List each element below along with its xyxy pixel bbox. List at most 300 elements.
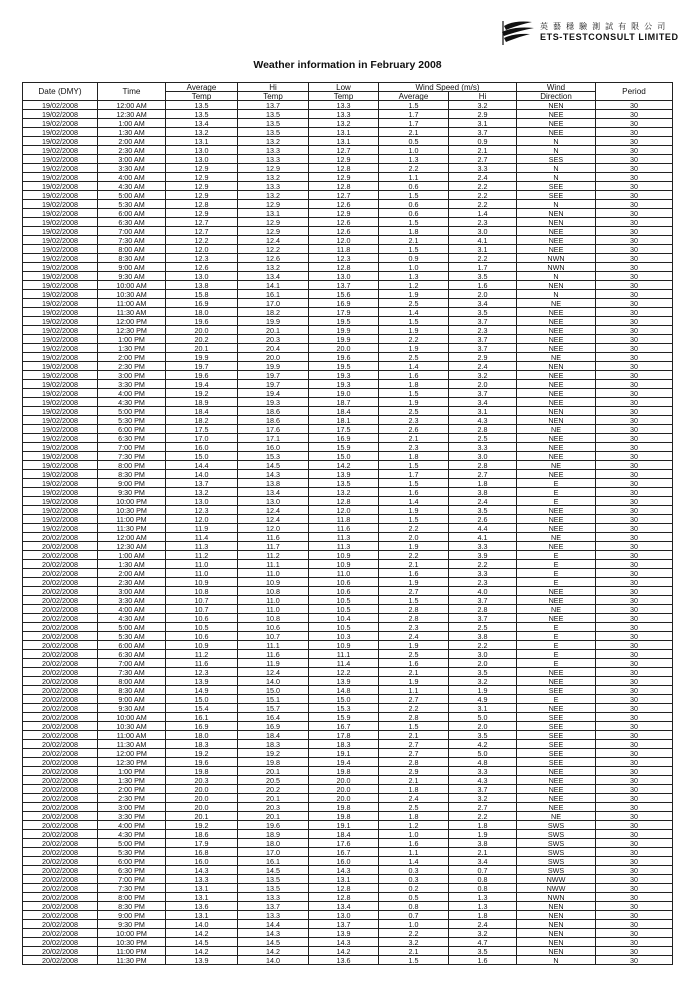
- weather-table: [22, 82, 673, 965]
- period-cell: 30: [596, 758, 673, 767]
- wind-average-cell: 1.9: [379, 326, 449, 335]
- average-temp-cell: 16.9: [166, 722, 238, 731]
- hi-temp-cell: 14.5: [238, 461, 309, 470]
- wind-average-cell: 1.3: [379, 155, 449, 164]
- time-cell: 6:30 AM: [98, 650, 166, 659]
- average-temp-cell: 16.0: [166, 443, 238, 452]
- time-cell: 9:30 AM: [98, 704, 166, 713]
- date-cell: 19/02/2008: [23, 335, 98, 344]
- wind-hi-cell: 1.3: [449, 893, 517, 902]
- date-cell: 20/02/2008: [23, 542, 98, 551]
- average-temp-cell: 13.4: [166, 119, 238, 128]
- hi-temp-cell: 14.0: [238, 956, 309, 965]
- low-temp-cell: 19.3: [309, 380, 379, 389]
- wind-average-cell: 1.0: [379, 146, 449, 155]
- wind-hi-cell: 1.9: [449, 830, 517, 839]
- period-cell: 30: [596, 785, 673, 794]
- low-temp-cell: 10.5: [309, 623, 379, 632]
- date-cell: 19/02/2008: [23, 182, 98, 191]
- date-cell: 19/02/2008: [23, 443, 98, 452]
- table-row: [23, 497, 673, 506]
- time-cell: 1:00 PM: [98, 335, 166, 344]
- wind-hi-cell: 2.9: [449, 110, 517, 119]
- wind-hi-cell: 2.0: [449, 722, 517, 731]
- hi-temp-cell: 18.4: [238, 731, 309, 740]
- date-cell: 20/02/2008: [23, 740, 98, 749]
- average-temp-cell: 15.0: [166, 695, 238, 704]
- average-temp-cell: 19.6: [166, 758, 238, 767]
- table-row: [23, 101, 673, 110]
- date-cell: 19/02/2008: [23, 344, 98, 353]
- table-row: [23, 416, 673, 425]
- low-temp-cell: 19.1: [309, 821, 379, 830]
- average-temp-cell: 19.2: [166, 821, 238, 830]
- average-temp-cell: 14.9: [166, 686, 238, 695]
- low-temp-cell: 11.3: [309, 542, 379, 551]
- low-temp-cell: 16.0: [309, 857, 379, 866]
- low-temp-cell: 13.6: [309, 956, 379, 965]
- wind-direction-cell: NEE: [517, 470, 596, 479]
- company-name-english: ETS-TESTCONSULT LIMITED: [540, 32, 679, 42]
- date-cell: 19/02/2008: [23, 164, 98, 173]
- date-cell: 20/02/2008: [23, 839, 98, 848]
- hi-temp-cell: 10.9: [238, 578, 309, 587]
- date-cell: 20/02/2008: [23, 947, 98, 956]
- time-cell: 5:00 PM: [98, 407, 166, 416]
- table-row: [23, 191, 673, 200]
- low-temp-cell: 20.0: [309, 785, 379, 794]
- low-temp-cell: 18.7: [309, 398, 379, 407]
- table-row: [23, 920, 673, 929]
- wind-direction-cell: NEN: [517, 281, 596, 290]
- date-cell: 19/02/2008: [23, 425, 98, 434]
- hi-temp-cell: 12.4: [238, 236, 309, 245]
- time-cell: 9:30 PM: [98, 488, 166, 497]
- low-temp-cell: 16.7: [309, 848, 379, 857]
- wind-average-cell: 1.9: [379, 290, 449, 299]
- table-row: [23, 956, 673, 965]
- hi-temp-cell: 15.7: [238, 704, 309, 713]
- date-cell: 19/02/2008: [23, 461, 98, 470]
- wind-direction-cell: NEE: [517, 308, 596, 317]
- wind-hi-cell: 1.8: [449, 479, 517, 488]
- low-temp-cell: 12.8: [309, 893, 379, 902]
- hi-temp-cell: 13.7: [238, 902, 309, 911]
- table-row: [23, 560, 673, 569]
- wind-average-cell: 1.7: [379, 110, 449, 119]
- table-row: [23, 326, 673, 335]
- wind-direction-cell: NEE: [517, 398, 596, 407]
- date-cell: 19/02/2008: [23, 497, 98, 506]
- wind-average-cell: 0.6: [379, 209, 449, 218]
- table-row: [23, 371, 673, 380]
- hi-temp-cell: 15.1: [238, 695, 309, 704]
- period-cell: 30: [596, 857, 673, 866]
- average-temp-cell: 13.8: [166, 281, 238, 290]
- wind-direction-cell: NE: [517, 299, 596, 308]
- header-date: Date (DMY): [23, 83, 98, 101]
- table-row: [23, 335, 673, 344]
- time-cell: 6:30 PM: [98, 866, 166, 875]
- wind-hi-cell: 3.3: [449, 767, 517, 776]
- wind-direction-cell: N: [517, 956, 596, 965]
- time-cell: 6:30 PM: [98, 434, 166, 443]
- date-cell: 19/02/2008: [23, 407, 98, 416]
- table-row: [23, 614, 673, 623]
- wind-average-cell: 2.5: [379, 299, 449, 308]
- table-row: [23, 749, 673, 758]
- date-cell: 20/02/2008: [23, 875, 98, 884]
- low-temp-cell: 19.9: [309, 335, 379, 344]
- wind-average-cell: 2.1: [379, 236, 449, 245]
- low-temp-cell: 12.6: [309, 200, 379, 209]
- hi-temp-cell: 19.2: [238, 749, 309, 758]
- wind-direction-cell: E: [517, 497, 596, 506]
- low-temp-cell: 12.9: [309, 209, 379, 218]
- wind-hi-cell: 3.4: [449, 299, 517, 308]
- wind-direction-cell: NWN: [517, 263, 596, 272]
- date-cell: 20/02/2008: [23, 632, 98, 641]
- wind-hi-cell: 2.0: [449, 380, 517, 389]
- low-temp-cell: 15.6: [309, 290, 379, 299]
- average-temp-cell: 10.9: [166, 641, 238, 650]
- low-temp-cell: 17.9: [309, 308, 379, 317]
- hi-temp-cell: 19.3: [238, 398, 309, 407]
- table-row: [23, 812, 673, 821]
- time-cell: 1:30 AM: [98, 560, 166, 569]
- average-temp-cell: 20.0: [166, 794, 238, 803]
- wind-direction-cell: SEE: [517, 722, 596, 731]
- wind-hi-cell: 3.7: [449, 389, 517, 398]
- wind-hi-cell: 3.2: [449, 101, 517, 110]
- average-temp-cell: 11.6: [166, 659, 238, 668]
- low-temp-cell: 19.8: [309, 812, 379, 821]
- time-cell: 5:00 AM: [98, 623, 166, 632]
- wind-average-cell: 1.6: [379, 371, 449, 380]
- wind-average-cell: 2.2: [379, 929, 449, 938]
- date-cell: 19/02/2008: [23, 515, 98, 524]
- table-row: [23, 884, 673, 893]
- average-temp-cell: 12.0: [166, 515, 238, 524]
- wind-average-cell: 2.1: [379, 776, 449, 785]
- wind-average-cell: 2.9: [379, 767, 449, 776]
- wind-average-cell: 1.9: [379, 578, 449, 587]
- date-cell: 19/02/2008: [23, 173, 98, 182]
- table-row: [23, 713, 673, 722]
- table-row: [23, 128, 673, 137]
- time-cell: 6:30 AM: [98, 218, 166, 227]
- wind-average-cell: 2.3: [379, 443, 449, 452]
- low-temp-cell: 12.8: [309, 164, 379, 173]
- wind-direction-cell: N: [517, 137, 596, 146]
- table-row: [23, 137, 673, 146]
- wind-direction-cell: NE: [517, 605, 596, 614]
- hi-temp-cell: 17.0: [238, 299, 309, 308]
- period-cell: 30: [596, 425, 673, 434]
- average-temp-cell: 20.1: [166, 344, 238, 353]
- wind-average-cell: 2.1: [379, 560, 449, 569]
- table-row: [23, 290, 673, 299]
- wind-direction-cell: N: [517, 164, 596, 173]
- wind-average-cell: 2.2: [379, 704, 449, 713]
- low-temp-cell: 19.9: [309, 326, 379, 335]
- time-cell: 7:30 AM: [98, 236, 166, 245]
- wind-average-cell: 1.5: [379, 245, 449, 254]
- wind-average-cell: 1.5: [379, 515, 449, 524]
- date-cell: 19/02/2008: [23, 479, 98, 488]
- low-temp-cell: 12.7: [309, 146, 379, 155]
- time-cell: 4:30 AM: [98, 182, 166, 191]
- period-cell: 30: [596, 587, 673, 596]
- hi-temp-cell: 20.1: [238, 812, 309, 821]
- table-row: [23, 173, 673, 182]
- wind-hi-cell: 1.7: [449, 263, 517, 272]
- average-temp-cell: 13.9: [166, 956, 238, 965]
- wind-average-cell: 1.5: [379, 479, 449, 488]
- average-temp-cell: 18.0: [166, 308, 238, 317]
- low-temp-cell: 10.9: [309, 560, 379, 569]
- table-row: [23, 794, 673, 803]
- time-cell: 7:00 AM: [98, 659, 166, 668]
- table-row: [23, 389, 673, 398]
- hi-temp-cell: 13.5: [238, 875, 309, 884]
- table-row: [23, 263, 673, 272]
- period-cell: 30: [596, 920, 673, 929]
- low-temp-cell: 13.4: [309, 902, 379, 911]
- average-temp-cell: 19.9: [166, 353, 238, 362]
- average-temp-cell: 13.0: [166, 155, 238, 164]
- wind-hi-cell: 3.7: [449, 614, 517, 623]
- wind-average-cell: 2.8: [379, 605, 449, 614]
- time-cell: 12:00 AM: [98, 533, 166, 542]
- average-temp-cell: 14.0: [166, 470, 238, 479]
- low-temp-cell: 10.3: [309, 632, 379, 641]
- wind-hi-cell: 2.1: [449, 146, 517, 155]
- period-cell: 30: [596, 470, 673, 479]
- wind-average-cell: 2.3: [379, 416, 449, 425]
- hi-temp-cell: 13.4: [238, 272, 309, 281]
- date-cell: 20/02/2008: [23, 821, 98, 830]
- wind-average-cell: 2.8: [379, 758, 449, 767]
- wind-direction-cell: SEE: [517, 758, 596, 767]
- wind-hi-cell: 2.2: [449, 560, 517, 569]
- wind-direction-cell: NEE: [517, 344, 596, 353]
- wind-direction-cell: NEN: [517, 209, 596, 218]
- low-temp-cell: 16.7: [309, 722, 379, 731]
- wind-direction-cell: NEE: [517, 668, 596, 677]
- wind-average-cell: 1.8: [379, 812, 449, 821]
- hi-temp-cell: 13.3: [238, 182, 309, 191]
- hi-temp-cell: 18.3: [238, 740, 309, 749]
- average-temp-cell: 12.3: [166, 254, 238, 263]
- low-temp-cell: 13.2: [309, 119, 379, 128]
- average-temp-cell: 12.2: [166, 236, 238, 245]
- low-temp-cell: 13.3: [309, 101, 379, 110]
- wind-average-cell: 1.5: [379, 956, 449, 965]
- date-cell: 19/02/2008: [23, 299, 98, 308]
- time-cell: 7:00 PM: [98, 875, 166, 884]
- hi-temp-cell: 20.0: [238, 353, 309, 362]
- low-temp-cell: 19.4: [309, 758, 379, 767]
- time-cell: 4:00 PM: [98, 389, 166, 398]
- date-cell: 19/02/2008: [23, 227, 98, 236]
- wind-average-cell: 1.1: [379, 686, 449, 695]
- date-cell: 20/02/2008: [23, 686, 98, 695]
- date-cell: 19/02/2008: [23, 218, 98, 227]
- time-cell: 12:30 AM: [98, 110, 166, 119]
- wind-hi-cell: 3.9: [449, 551, 517, 560]
- table-row: [23, 299, 673, 308]
- table-row: [23, 254, 673, 263]
- low-temp-cell: 18.4: [309, 830, 379, 839]
- wind-hi-cell: 2.3: [449, 326, 517, 335]
- period-cell: 30: [596, 821, 673, 830]
- wind-average-cell: 0.3: [379, 875, 449, 884]
- hi-temp-cell: 12.9: [238, 200, 309, 209]
- wind-direction-cell: NEE: [517, 245, 596, 254]
- date-cell: 19/02/2008: [23, 128, 98, 137]
- hi-temp-cell: 13.3: [238, 155, 309, 164]
- table-row: [23, 209, 673, 218]
- period-cell: 30: [596, 875, 673, 884]
- wind-direction-cell: NE: [517, 812, 596, 821]
- hi-temp-cell: 14.1: [238, 281, 309, 290]
- table-row: [23, 875, 673, 884]
- wind-hi-cell: 0.8: [449, 884, 517, 893]
- date-cell: 20/02/2008: [23, 938, 98, 947]
- wind-hi-cell: 2.4: [449, 362, 517, 371]
- wind-hi-cell: 3.0: [449, 452, 517, 461]
- wind-direction-cell: NEE: [517, 110, 596, 119]
- header-hi-temp-bottom: Temp: [238, 92, 309, 101]
- date-cell: 20/02/2008: [23, 758, 98, 767]
- wind-hi-cell: 3.5: [449, 272, 517, 281]
- table-row: [23, 218, 673, 227]
- wind-hi-cell: 3.1: [449, 407, 517, 416]
- table-row: [23, 380, 673, 389]
- time-cell: 5:30 PM: [98, 416, 166, 425]
- period-cell: 30: [596, 749, 673, 758]
- period-cell: 30: [596, 263, 673, 272]
- period-cell: 30: [596, 812, 673, 821]
- low-temp-cell: 12.8: [309, 497, 379, 506]
- wind-average-cell: 2.5: [379, 650, 449, 659]
- date-cell: 20/02/2008: [23, 533, 98, 542]
- wind-hi-cell: 1.8: [449, 821, 517, 830]
- table-row: [23, 533, 673, 542]
- period-cell: 30: [596, 695, 673, 704]
- average-temp-cell: 19.8: [166, 767, 238, 776]
- wind-average-cell: 2.7: [379, 695, 449, 704]
- period-cell: 30: [596, 398, 673, 407]
- low-temp-cell: 14.8: [309, 686, 379, 695]
- table-row: [23, 569, 673, 578]
- wind-direction-cell: E: [517, 623, 596, 632]
- period-cell: 30: [596, 389, 673, 398]
- time-cell: 7:00 AM: [98, 227, 166, 236]
- header-wind-speed: Wind Speed (m/s): [379, 83, 517, 92]
- average-temp-cell: 10.6: [166, 614, 238, 623]
- time-cell: 1:00 AM: [98, 119, 166, 128]
- period-cell: 30: [596, 119, 673, 128]
- low-temp-cell: 10.9: [309, 551, 379, 560]
- period-cell: 30: [596, 326, 673, 335]
- time-cell: 4:30 PM: [98, 398, 166, 407]
- wind-hi-cell: 2.2: [449, 191, 517, 200]
- wind-direction-cell: E: [517, 641, 596, 650]
- wind-direction-cell: NEN: [517, 416, 596, 425]
- time-cell: 11:00 AM: [98, 731, 166, 740]
- hi-temp-cell: 12.4: [238, 506, 309, 515]
- average-temp-cell: 19.6: [166, 317, 238, 326]
- average-temp-cell: 18.0: [166, 731, 238, 740]
- average-temp-cell: 14.5: [166, 938, 238, 947]
- average-temp-cell: 16.1: [166, 713, 238, 722]
- period-cell: 30: [596, 902, 673, 911]
- hi-temp-cell: 13.7: [238, 101, 309, 110]
- wind-hi-cell: 2.4: [449, 920, 517, 929]
- period-cell: 30: [596, 731, 673, 740]
- period-cell: 30: [596, 101, 673, 110]
- time-cell: 11:30 AM: [98, 740, 166, 749]
- wind-direction-cell: NWW: [517, 884, 596, 893]
- wind-direction-cell: NEE: [517, 119, 596, 128]
- wind-hi-cell: 2.3: [449, 578, 517, 587]
- time-cell: 7:00 PM: [98, 443, 166, 452]
- period-cell: 30: [596, 542, 673, 551]
- average-temp-cell: 16.0: [166, 857, 238, 866]
- hi-temp-cell: 13.3: [238, 911, 309, 920]
- table-row: [23, 515, 673, 524]
- low-temp-cell: 19.5: [309, 317, 379, 326]
- wind-direction-cell: SEE: [517, 182, 596, 191]
- table-row: [23, 911, 673, 920]
- date-cell: 19/02/2008: [23, 389, 98, 398]
- low-temp-cell: 12.9: [309, 173, 379, 182]
- time-cell: 1:00 PM: [98, 767, 166, 776]
- time-cell: 12:00 PM: [98, 749, 166, 758]
- wind-hi-cell: 5.0: [449, 749, 517, 758]
- average-temp-cell: 12.9: [166, 173, 238, 182]
- time-cell: 10:30 PM: [98, 506, 166, 515]
- table-row: [23, 947, 673, 956]
- date-cell: 20/02/2008: [23, 749, 98, 758]
- low-temp-cell: 10.5: [309, 596, 379, 605]
- wind-direction-cell: NEN: [517, 920, 596, 929]
- average-temp-cell: 11.3: [166, 542, 238, 551]
- wind-hi-cell: 3.2: [449, 677, 517, 686]
- time-cell: 3:30 PM: [98, 380, 166, 389]
- header-wind-direction-top: Wind: [517, 83, 596, 92]
- time-cell: 12:00 PM: [98, 317, 166, 326]
- wind-average-cell: 3.2: [379, 938, 449, 947]
- hi-temp-cell: 19.8: [238, 758, 309, 767]
- wind-hi-cell: 1.4: [449, 209, 517, 218]
- wind-direction-cell: NE: [517, 461, 596, 470]
- header-wind-average: Average: [379, 92, 449, 101]
- header-average-temp-top: Average: [166, 83, 238, 92]
- period-cell: 30: [596, 236, 673, 245]
- wind-hi-cell: 2.8: [449, 605, 517, 614]
- table-row: [23, 731, 673, 740]
- time-cell: 8:00 PM: [98, 893, 166, 902]
- average-temp-cell: 16.8: [166, 848, 238, 857]
- low-temp-cell: 10.4: [309, 614, 379, 623]
- average-temp-cell: 15.4: [166, 704, 238, 713]
- wind-direction-cell: NEE: [517, 614, 596, 623]
- average-temp-cell: 13.1: [166, 911, 238, 920]
- wind-direction-cell: SEE: [517, 749, 596, 758]
